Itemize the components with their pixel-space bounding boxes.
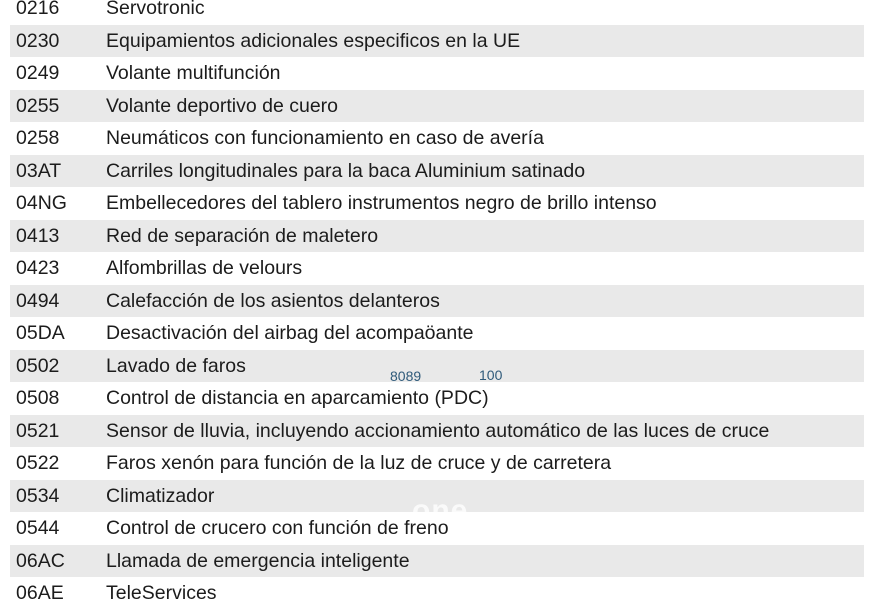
option-description: Climatizador bbox=[106, 484, 215, 507]
option-description: Alfombrillas de velours bbox=[106, 257, 303, 279]
option-description: Neumáticos con funcionamiento en caso de avería bbox=[106, 127, 544, 149]
option-row bbox=[10, 382, 864, 415]
option-code: 0544 bbox=[16, 517, 60, 539]
option-code: 04NG bbox=[16, 192, 67, 214]
option-row bbox=[10, 122, 864, 155]
option-row bbox=[10, 577, 864, 600]
option-code: 0258 bbox=[16, 127, 60, 149]
option-description: Calefacción de los asientos delanteros bbox=[106, 289, 440, 312]
option-description: Embellecedores del tablero instrumentos negro de brillo intenso bbox=[106, 192, 657, 214]
option-description: Control de distancia en aparcamiento (PDC) bbox=[106, 387, 489, 409]
option-row bbox=[10, 545, 864, 578]
option-code: 0508 bbox=[16, 387, 60, 409]
option-row bbox=[10, 317, 864, 350]
overlay-number-left: 8089 bbox=[390, 368, 422, 384]
overlay-number-right: 100 bbox=[479, 367, 503, 383]
option-row bbox=[10, 155, 864, 188]
option-code: 03AT bbox=[16, 159, 62, 182]
option-code: 0230 bbox=[16, 29, 60, 52]
option-code: 0413 bbox=[16, 224, 60, 247]
option-row bbox=[10, 350, 864, 383]
option-code: 0522 bbox=[16, 452, 60, 474]
option-code: 0255 bbox=[16, 94, 60, 117]
option-description: Red de separación de maletero bbox=[106, 224, 379, 247]
option-description: Faros xenón para función de la luz de cruce y de carretera bbox=[106, 452, 612, 474]
option-row bbox=[10, 285, 864, 318]
option-description: Lavado de faros bbox=[106, 354, 246, 377]
option-code: 0534 bbox=[16, 484, 60, 507]
option-row bbox=[10, 415, 864, 448]
option-code: 0249 bbox=[16, 62, 60, 84]
option-code: 06AE bbox=[16, 582, 64, 600]
option-code: 0494 bbox=[16, 289, 60, 312]
option-row bbox=[10, 187, 864, 220]
option-description: Carriles longitudinales para la baca Aluminium satinado bbox=[106, 159, 586, 182]
option-code: 0423 bbox=[16, 257, 60, 279]
option-row bbox=[10, 90, 864, 123]
option-row bbox=[10, 252, 864, 285]
option-code: 06AC bbox=[16, 549, 65, 572]
option-code: 0216 bbox=[16, 0, 60, 19]
option-code: 05DA bbox=[16, 322, 65, 344]
option-description: Sensor de lluvia, incluyendo accionamiento automático de las luces de cruce bbox=[106, 419, 770, 442]
option-row bbox=[10, 0, 864, 25]
option-description: Llamada de emergencia inteligente bbox=[106, 549, 410, 572]
option-row bbox=[10, 220, 864, 253]
option-description: Desactivación del airbag del acompaöante bbox=[106, 322, 474, 344]
option-description: Volante deportivo de cuero bbox=[106, 94, 339, 117]
option-description: Control de crucero con función de freno bbox=[106, 517, 449, 539]
option-row bbox=[10, 25, 864, 58]
option-row bbox=[10, 57, 864, 90]
option-description: TeleServices bbox=[106, 582, 217, 600]
option-code: 0502 bbox=[16, 354, 60, 377]
option-description: Volante multifunción bbox=[106, 62, 281, 84]
option-description: Servotronic bbox=[106, 0, 205, 19]
option-description: Equipamientos adicionales especificos en la UE bbox=[106, 29, 521, 52]
option-code: 0521 bbox=[16, 419, 60, 442]
watermark-logo: one bbox=[412, 494, 469, 527]
option-row bbox=[10, 447, 864, 480]
